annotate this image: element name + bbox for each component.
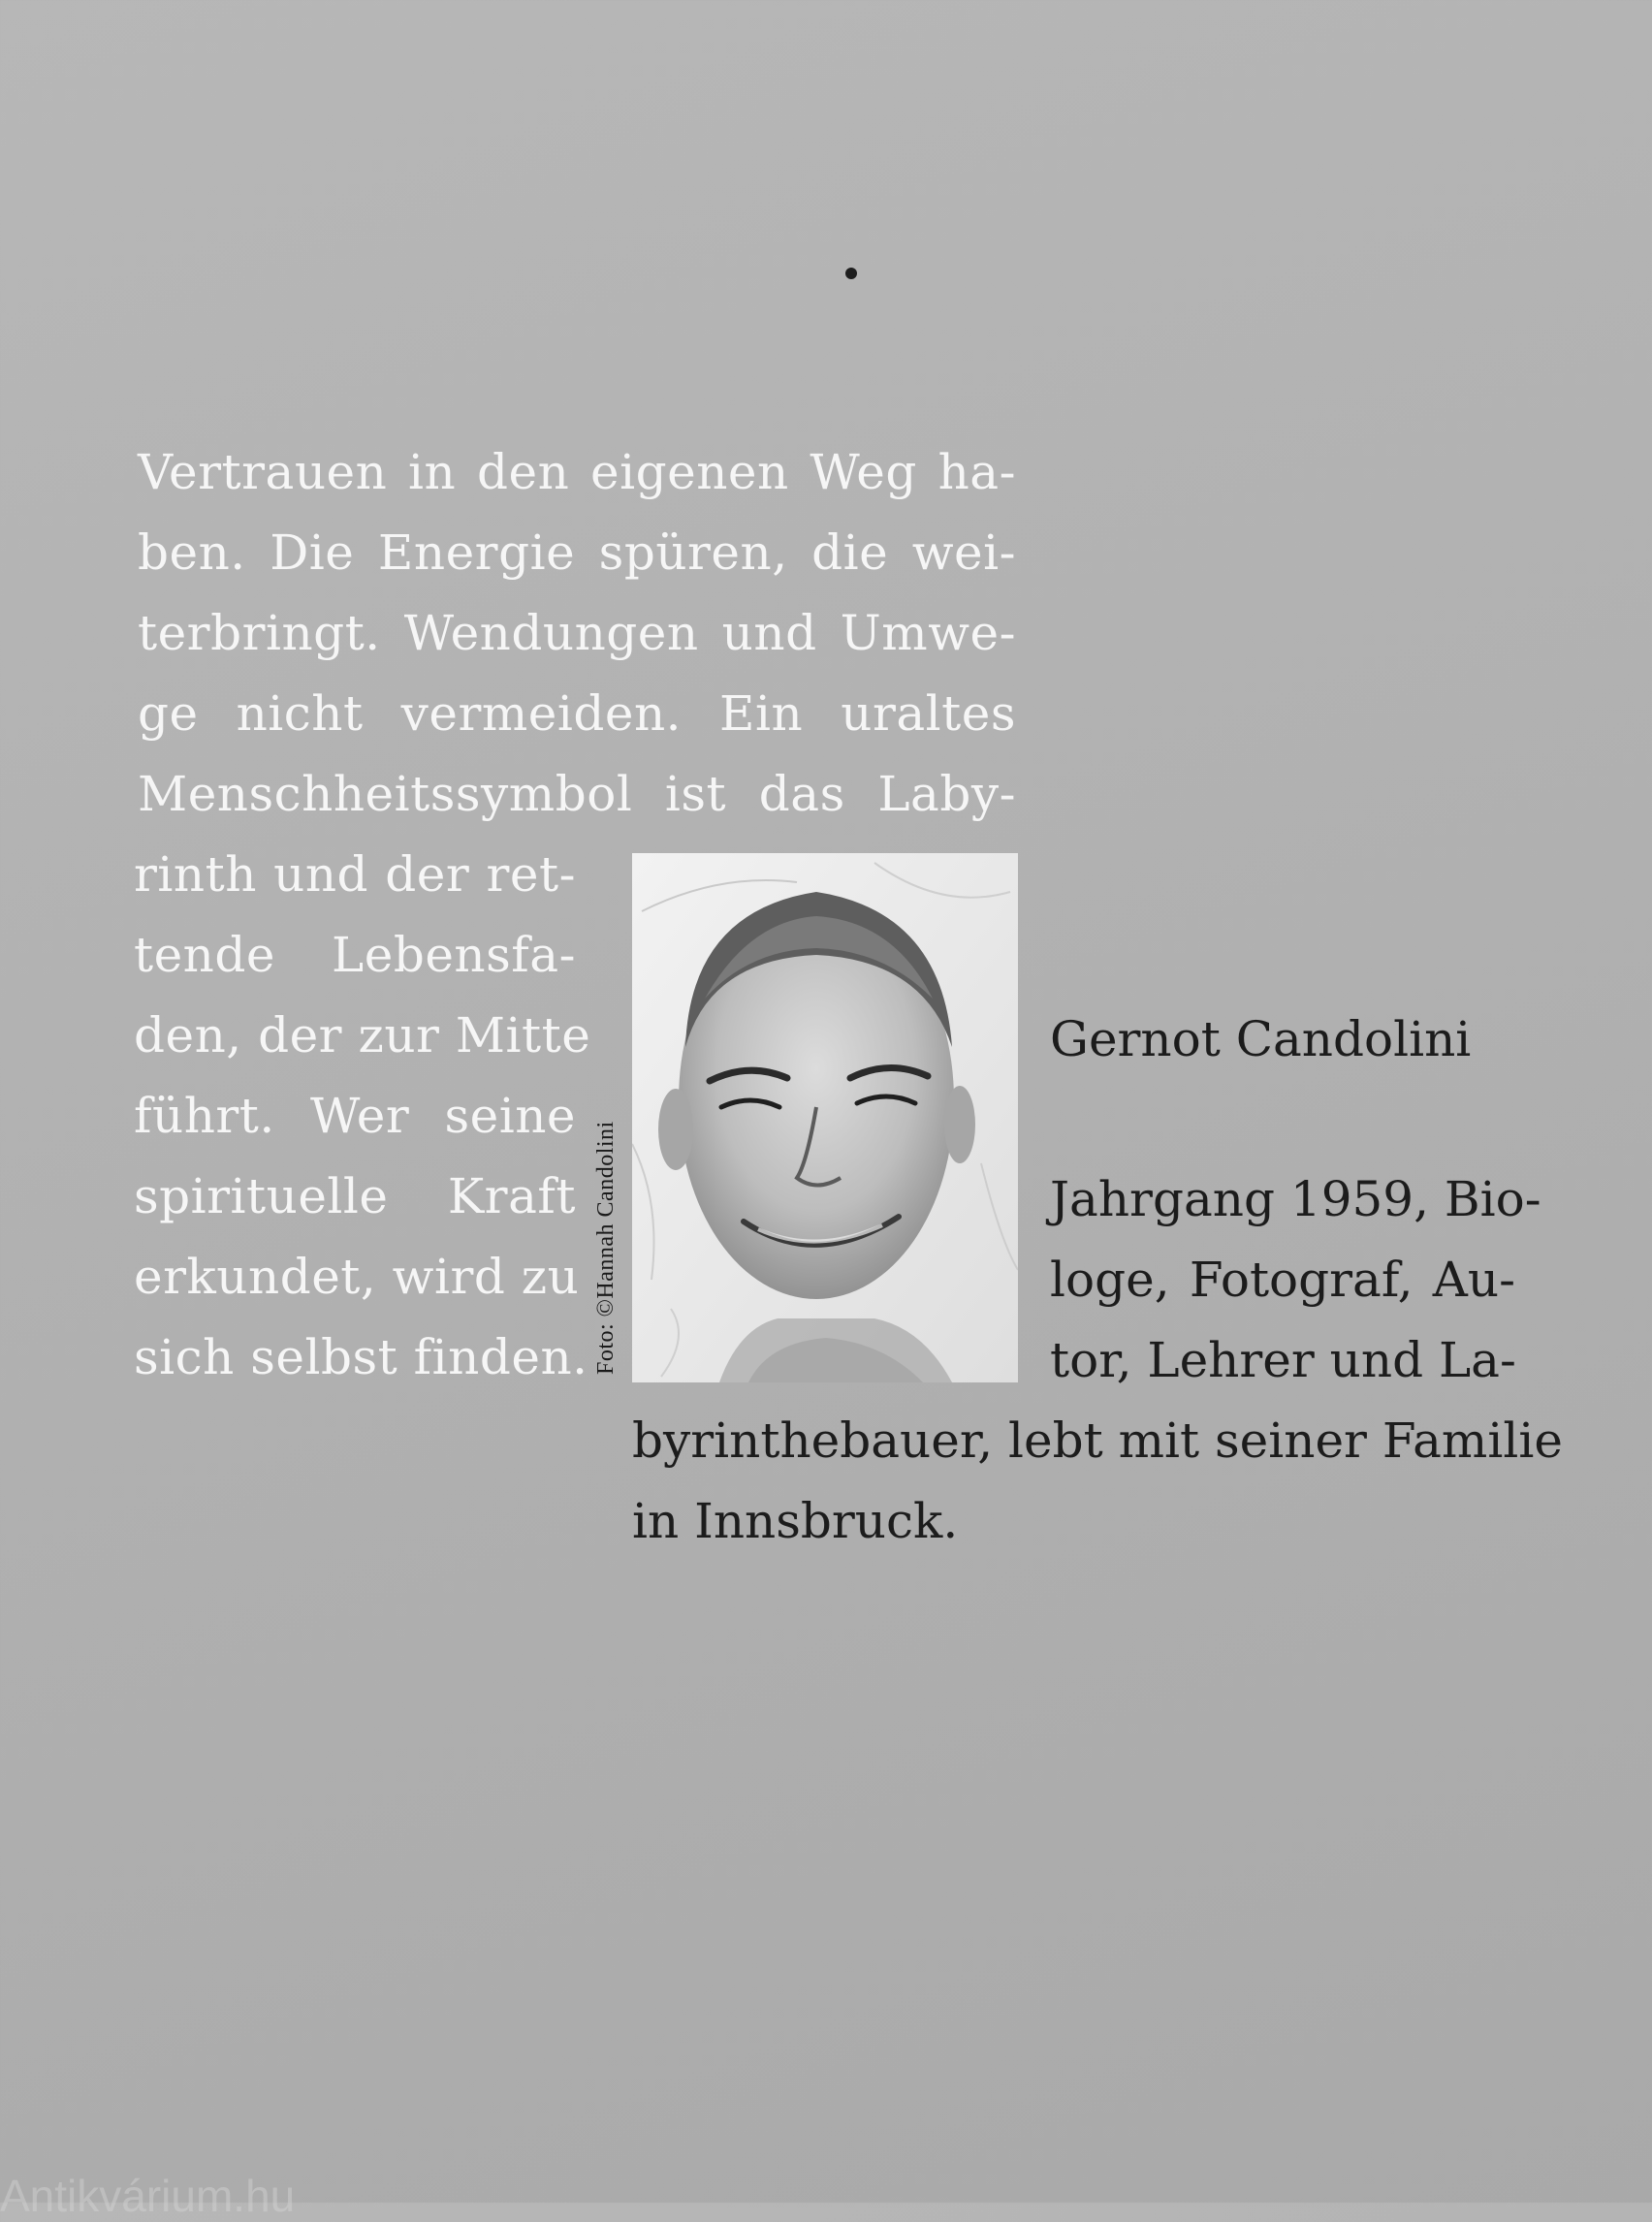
- intro-line: erkundet, wird zu: [134, 1249, 580, 1305]
- bio-line: loge, Fotograf, Au-: [1050, 1252, 1515, 1308]
- intro-line: rinth und der ret-: [134, 846, 576, 903]
- intro-line: führt. Wer seine: [134, 1088, 576, 1144]
- author-portrait-photo: [632, 853, 1018, 1382]
- author-bio-right: [1050, 1159, 1541, 1401]
- intro-line: sich selbst finden.: [134, 1329, 588, 1385]
- intro-line: den, der zur Mitte: [134, 1007, 591, 1063]
- photo-credit: Foto: ©Hannah Candolini: [593, 1121, 619, 1375]
- bio-line: Jahrgang 1959, Bio-: [1050, 1171, 1541, 1227]
- author-name: Gernot Candolini: [1050, 1011, 1472, 1067]
- intro-line: terbringt. Wendungen und Umwe-: [138, 605, 1016, 661]
- intro-paragraph-top: [138, 432, 1016, 835]
- portrait-illustration: [632, 853, 1018, 1382]
- intro-line: spirituelle Kraft: [134, 1168, 576, 1224]
- bio-line: tor, Lehrer und La-: [1050, 1332, 1516, 1388]
- intro-paragraph-bottom: [134, 835, 591, 1398]
- bio-line: byrinthebauer, lebt mit seiner Familie: [632, 1413, 1563, 1469]
- intro-line: ge nicht vermeiden. Ein uraltes: [138, 685, 1016, 742]
- bio-line: in Innsbruck.: [632, 1493, 959, 1549]
- watermark-text: Antikvárium.hu: [0, 2171, 296, 2221]
- author-bio-wide: [632, 1401, 1563, 1562]
- intro-line: tende Lebensfa-: [134, 927, 576, 983]
- intro-line: Vertrauen in den eigenen Weg ha-: [138, 444, 1016, 500]
- decorative-dot: [845, 268, 857, 279]
- intro-line: ben. Die Energie spüren, die wei-: [138, 524, 1016, 581]
- intro-line: Menschheitssymbol ist das Laby-: [138, 766, 1016, 822]
